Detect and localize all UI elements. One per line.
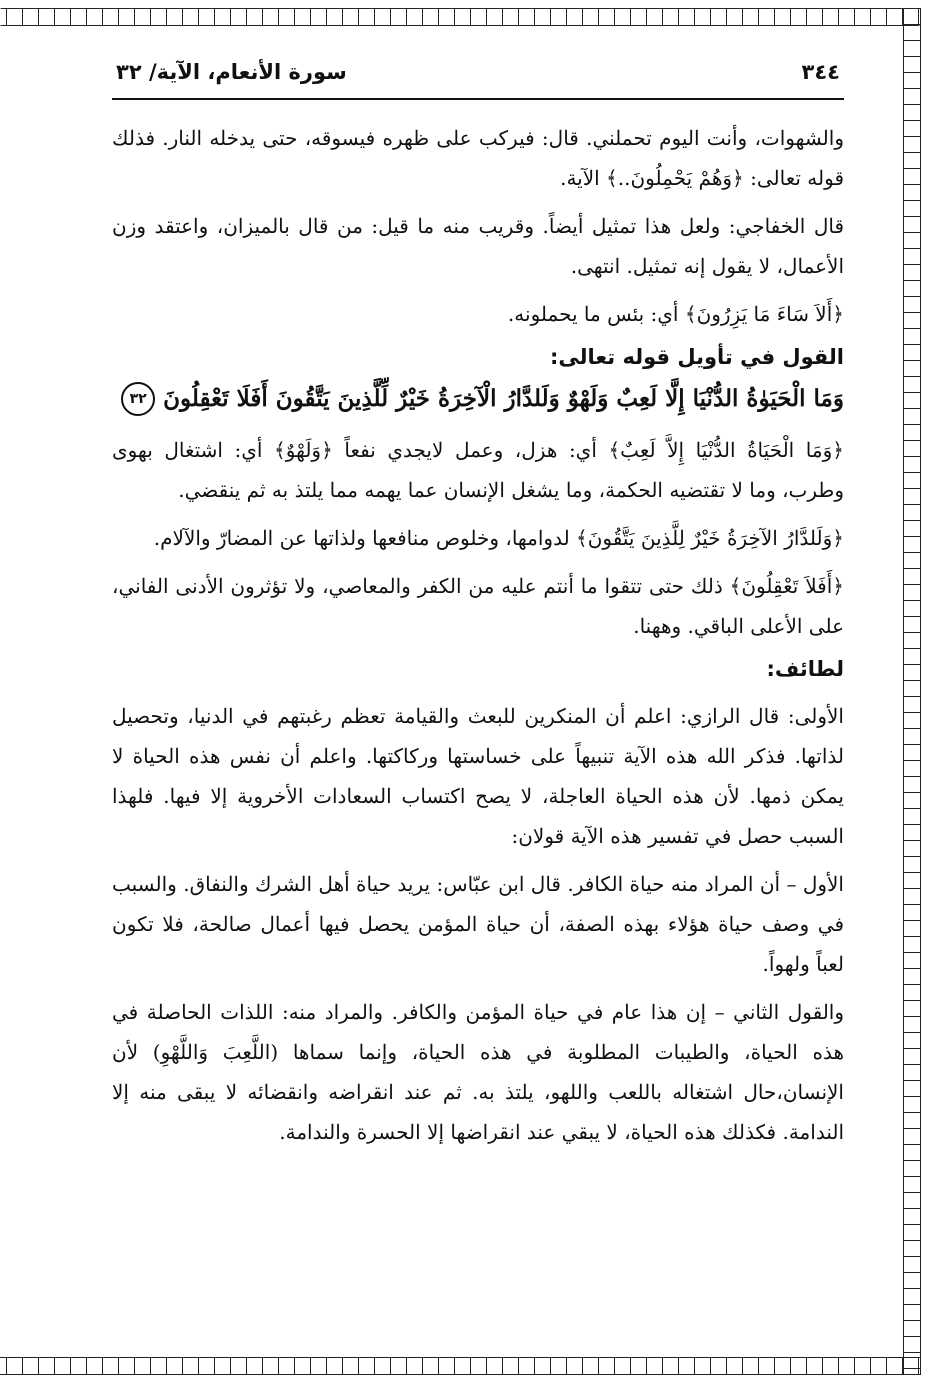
decorative-border-top	[0, 8, 920, 26]
paragraph: ﴿وَلَلدَّارُ الآخِرَةُ خَيْرٌ لِلَّذِينَ يَتَّقُونَ﴾ لدوامها، وخلوص منافعها ولذاتها عن المضارّ والآلام.	[153, 526, 844, 550]
decorative-border-bottom	[0, 1357, 920, 1375]
decorative-border-right	[903, 8, 921, 1375]
quran-verse	[112, 376, 844, 422]
section-title: سورة الأنعام، الآية/ ٣٢	[116, 60, 347, 84]
paragraph: الأولى: قال الرازي: اعلم أن المنكرين للبعث والقيامة تعظم رغبتهم في الدنيا، وتحصيل لذاتها. فذكر الله هذه الآية تنبيهاً على خساستها وركاكتها. واعلم أن نفس هذه الحياة لا يمكن ذمها. لأن هذه الحياة العاجلة، لا يصح اكتساب السعادات الأخروية إلا فيها. فلهذا السبب حصل في تفسير هذه الآية قولان:	[112, 704, 844, 848]
page-content	[112, 60, 844, 1152]
page-header	[112, 60, 844, 100]
paragraph: ﴿أَلاَ سَاءَ مَا يَزِرُونَ﴾ أي: بئس ما يحملونه.	[507, 302, 844, 326]
section-heading: لطائف:	[766, 657, 844, 681]
page-number: ٣٤٤	[801, 60, 840, 84]
paragraph: قال الخفاجي: ولعل هذا تمثيل أيضاً. وقريب منه ما قيل: من قال بالميزان، واعتقد وزن الأعمال، لا يقول إنه تمثيل. انتهى.	[112, 214, 844, 278]
paragraph: ﴿أَفَلاَ تَعْقِلُونَ﴾ ذلك حتى تتقوا ما أنتم عليه من الكفر والمعاصي، ولا تؤثرون الأدنى الفاني، على الأعلى الباقي. وههنا.	[112, 574, 844, 638]
verse-number-badge: ٣٢	[121, 382, 155, 416]
section-heading: القول في تأويل قوله تعالى:	[550, 345, 844, 369]
paragraph: ﴿وَمَا الْحَيَاةُ الدُّنْيَا إِلاَّ لَعِبٌ﴾ أي: هزل، وعمل لايجدي نفعاً ﴿وَلَهْوٌ﴾ أي: اشتغال بهوى وطرب، وما لا تقتضيه الحكمة، وما يشغل الإنسان عما يهمه مما يلتذ به ثم ينقضي.	[112, 438, 844, 502]
paragraph: الأول – أن المراد منه حياة الكافر. قال ابن عبّاس: يريد حياة أهل الشرك والنفاق. والسبب في وصف حياة هؤلاء بهذه الصفة، أن حياة المؤمن يحصل فيها أعمال صالحة، فلا تكون لعباً ولهواً.	[112, 872, 844, 976]
paragraph: والقول الثاني – إن هذا عام في حياة المؤمن والكافر. والمراد منه: اللذات الحاصلة في هذه الحياة، والطيبات المطلوبة في هذه الحياة، وإنما سماها (اللَّعِبَ وَاللَّهْوِ) لأن الإنسان،حال اشتغاله باللعب واللهو، يلتذ به. ثم عند انقراضه وانقضائه لا يبقى منه إلا الندامة. فكذلك هذه الحياة، لا يبقي عند انقراضها إلا الحسرة والندامة.	[112, 1000, 844, 1144]
verse-text: وَمَا الْحَيَوٰةُ الدُّنْيَا إِلَّا لَعِبٌ وَلَهْوٌ وَلَلدَّارُ الْآخِرَةُ خَيْرٌ لِّلَّذِينَ يَتَّقُونَ أَفَلَا تَعْقِلُونَ	[163, 385, 844, 412]
paragraph: والشهوات، وأنت اليوم تحملني. قال: فيركب على ظهره فيسوقه، حتى يدخله النار. فذلك قوله تعالى: ﴿وَهُمْ يَحْمِلُونَ..﴾ الآية.	[112, 126, 844, 190]
